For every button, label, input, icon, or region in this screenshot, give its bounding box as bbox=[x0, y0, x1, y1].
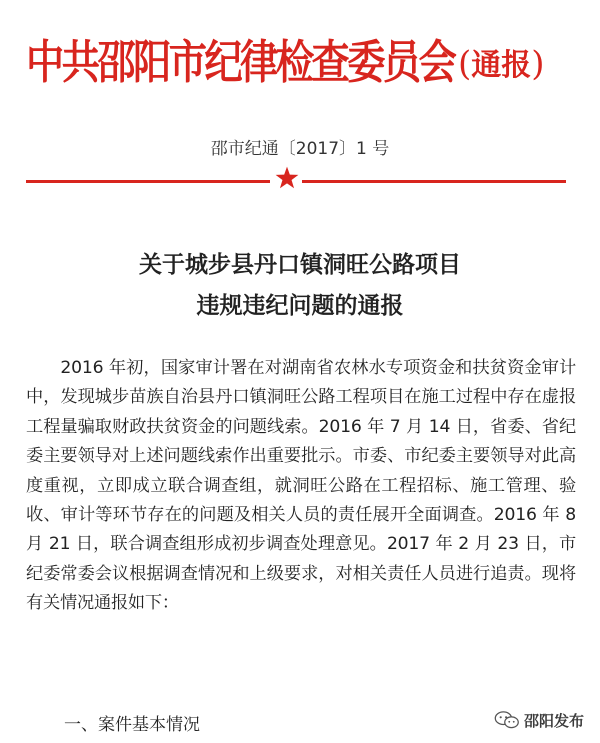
document-number: 邵市纪通〔2017〕1 号 bbox=[210, 139, 390, 159]
document-type: (通报) bbox=[458, 44, 545, 84]
document-type-label: 通报 bbox=[471, 48, 532, 83]
issuing-organization: 中共邵阳市纪律检查委员会 bbox=[26, 35, 455, 89]
wechat-icon bbox=[494, 711, 520, 729]
red-rule-left bbox=[26, 180, 270, 183]
red-star-icon bbox=[274, 165, 300, 191]
watermark-text: 邵阳发布 bbox=[524, 711, 585, 730]
document-title-line-1: 关于城步县丹口镇洞旺公路项目 bbox=[139, 251, 461, 278]
section-heading: 一、案件基本情况 bbox=[64, 715, 200, 735]
document-header bbox=[0, 28, 600, 98]
document-title-line-2: 违规违纪问题的通报 bbox=[196, 292, 404, 319]
red-rule-right bbox=[302, 180, 566, 183]
source-watermark bbox=[494, 708, 584, 732]
body-paragraph: 2016 年初，国家审计署在对湖南省农林水专项资金和扶贫资金审计中，发现城步苗族自治县丹口镇洞旺公路工程项目在施工过程中存在虚报工程量骗取财政扶贫资金的问题线索。2016 年 7 月 14 日，省委、省纪委主要领导对上述问题线索作出重要批示。市委、市纪委主要领导对此高度重视，立即成立联合调查组，就洞旺公路在工程招标、施工管理、验收、审计等环节存在的问题及相关人员的责任展开全面调查。2016 年 8 月 21 日，联合调查组形成初步调查处理意见。2017 年 2 月 23 日，市纪委常委会议根据调查情况和上级要求，对相关责任人员进行追责。现将有关情况通报如下： bbox=[26, 358, 576, 614]
